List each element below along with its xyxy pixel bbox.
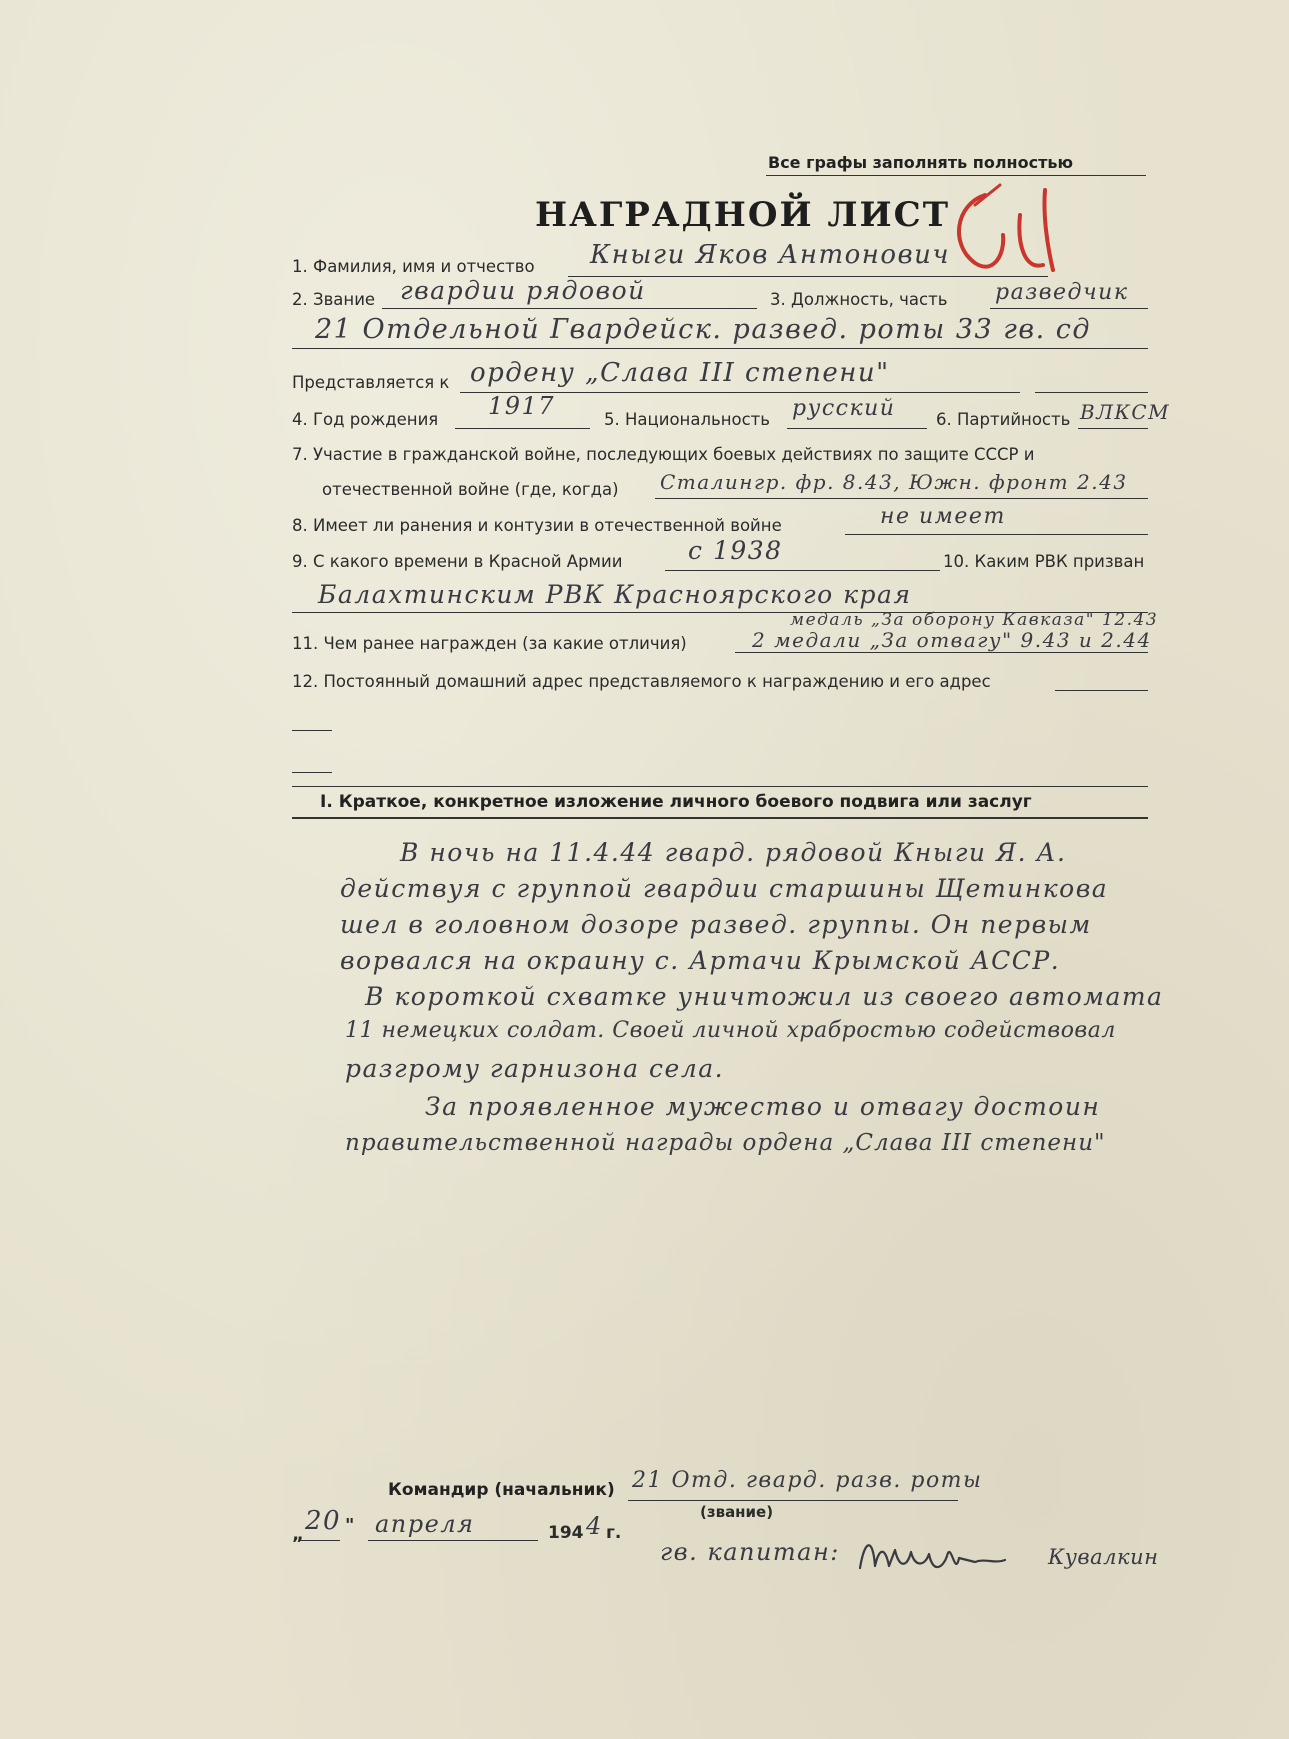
citation-line-8: За проявленное мужество и отвагу достоин <box>425 1092 1101 1121</box>
field-4-label: 4. Год рождения <box>292 410 439 429</box>
field-3-line-cont <box>292 348 1148 349</box>
field-11-value-top: медаль „За оборону Кавказа" 12.43 <box>790 610 1159 630</box>
field-12-line-3 <box>292 772 332 773</box>
rank-caption: (звание) <box>700 1503 774 1521</box>
citation-line-6: 11 немецких солдат. Своей личной храбростью содействовал <box>345 1018 1116 1043</box>
date-close-quote: " <box>345 1515 355 1536</box>
document-title: НАГРАДНОЙ ЛИСТ <box>535 195 951 235</box>
field-7-line <box>655 498 1148 499</box>
field-3-line <box>990 308 1148 309</box>
field-11-line <box>735 652 1148 653</box>
section-1-top-rule <box>292 786 1148 787</box>
citation-line-2: действуя с группой гвардии старшины Щетинкова <box>340 874 1109 903</box>
citation-line-5: В короткой схватке уничтожил из своего автомата <box>365 982 1164 1011</box>
field-2-label: 2. Звание <box>292 290 376 309</box>
field-6-value: ВЛКСМ <box>1080 400 1171 424</box>
field-5-label: 5. Национальность <box>604 410 771 429</box>
field-10-value: Балахтинским РВК Красноярского края <box>318 580 912 609</box>
field-1-value: Кныги Яков Антонович <box>590 240 951 270</box>
date-month: апреля <box>375 1510 475 1538</box>
represented-to-value: ордену „Слава III степени" <box>470 358 890 388</box>
field-2-value: гвардии рядовой <box>400 276 646 305</box>
citation-line-1: В ночь на 11.4.44 гвард. рядовой Кныги Я. А. <box>400 838 1067 867</box>
year-prefix: 194 <box>548 1523 584 1543</box>
commander-value: 21 Отд. гвард. разв. роты <box>632 1468 983 1493</box>
field-6-label: 6. Партийность <box>936 410 1071 429</box>
citation-line-4: ворвался на окраину с. Артачи Крымской АССР. <box>340 946 1061 975</box>
field-12-label: 12. Постоянный домашний адрес представляемого к награждению и его адрес <box>292 672 991 691</box>
commander-label: Командир (начальник) <box>388 1480 615 1500</box>
field-12-line <box>1055 690 1148 691</box>
citation-line-3: шел в головном дозоре развед. группы. Он первым <box>340 910 1092 939</box>
field-7-label: 7. Участие в гражданской войне, последующих боевых действиях по защите СССР и <box>292 445 1035 464</box>
field-12-line-2 <box>292 730 332 731</box>
field-7-label-cont: отечественной войне (где, когда) <box>322 480 619 499</box>
represented-to-line-2 <box>1035 392 1148 393</box>
commander-line <box>628 1500 958 1501</box>
field-7-value: Сталингр. фр. 8.43, Южн. фронт 2.43 <box>660 470 1128 494</box>
field-2-line <box>382 308 757 309</box>
field-11-value: 2 медали „За отвагу" 9.43 и 2.44 <box>752 628 1152 652</box>
field-5-value: русский <box>792 396 896 421</box>
field-9-label: 9. С какого времени в Красной Армии <box>292 552 623 571</box>
citation-line-9: правительственной награды ордена „Слава III степени" <box>345 1130 1106 1156</box>
field-5-line <box>787 428 927 429</box>
field-8-value: не имеет <box>880 504 1006 529</box>
field-6-line <box>1078 428 1148 429</box>
date-day: 20 <box>305 1506 342 1536</box>
date-open-quote: „ <box>292 1524 304 1545</box>
field-11-label: 11. Чем ранее награжден (за какие отличия) <box>292 634 687 653</box>
represented-to-label: Представляется к <box>292 373 450 392</box>
field-3-label: 3. Должность, часть <box>770 290 948 309</box>
field-8-label: 8. Имеет ли ранения и контузии в отечественной войне <box>292 516 782 535</box>
section-1-heading-underline <box>292 817 1148 819</box>
field-9-value: с 1938 <box>688 536 783 565</box>
field-8-line <box>845 534 1148 535</box>
field-3-value: разведчик <box>995 280 1129 305</box>
signature <box>855 1528 1015 1588</box>
field-1-label: 1. Фамилия, имя и отчество <box>292 257 535 276</box>
field-4-value: 1917 <box>488 392 556 420</box>
red-pencil-mark <box>945 175 1105 285</box>
date-month-line <box>368 1540 538 1541</box>
rank-value: гв. капитан: <box>660 1538 840 1566</box>
year-suffix: г. <box>606 1523 622 1543</box>
section-1-heading: I. Краткое, конкретное изложение личного боевого подвига или заслуг <box>320 792 1032 812</box>
citation-line-7: разгрому гарнизона села. <box>345 1054 725 1083</box>
year-digit: 4 <box>586 1512 603 1540</box>
field-10-label: 10. Каким РВК призван <box>943 552 1145 571</box>
field-3-value-cont: 21 Отдельной Гвардейск. развед. роты 33 гв. сд <box>315 314 1092 345</box>
field-4-line <box>455 428 590 429</box>
fill-all-fields-note: Все графы заполнять полностью <box>768 153 1074 172</box>
date-day-line <box>300 1540 340 1541</box>
field-9-line <box>665 570 940 571</box>
signer-name: Кувалкин <box>1048 1545 1159 1569</box>
